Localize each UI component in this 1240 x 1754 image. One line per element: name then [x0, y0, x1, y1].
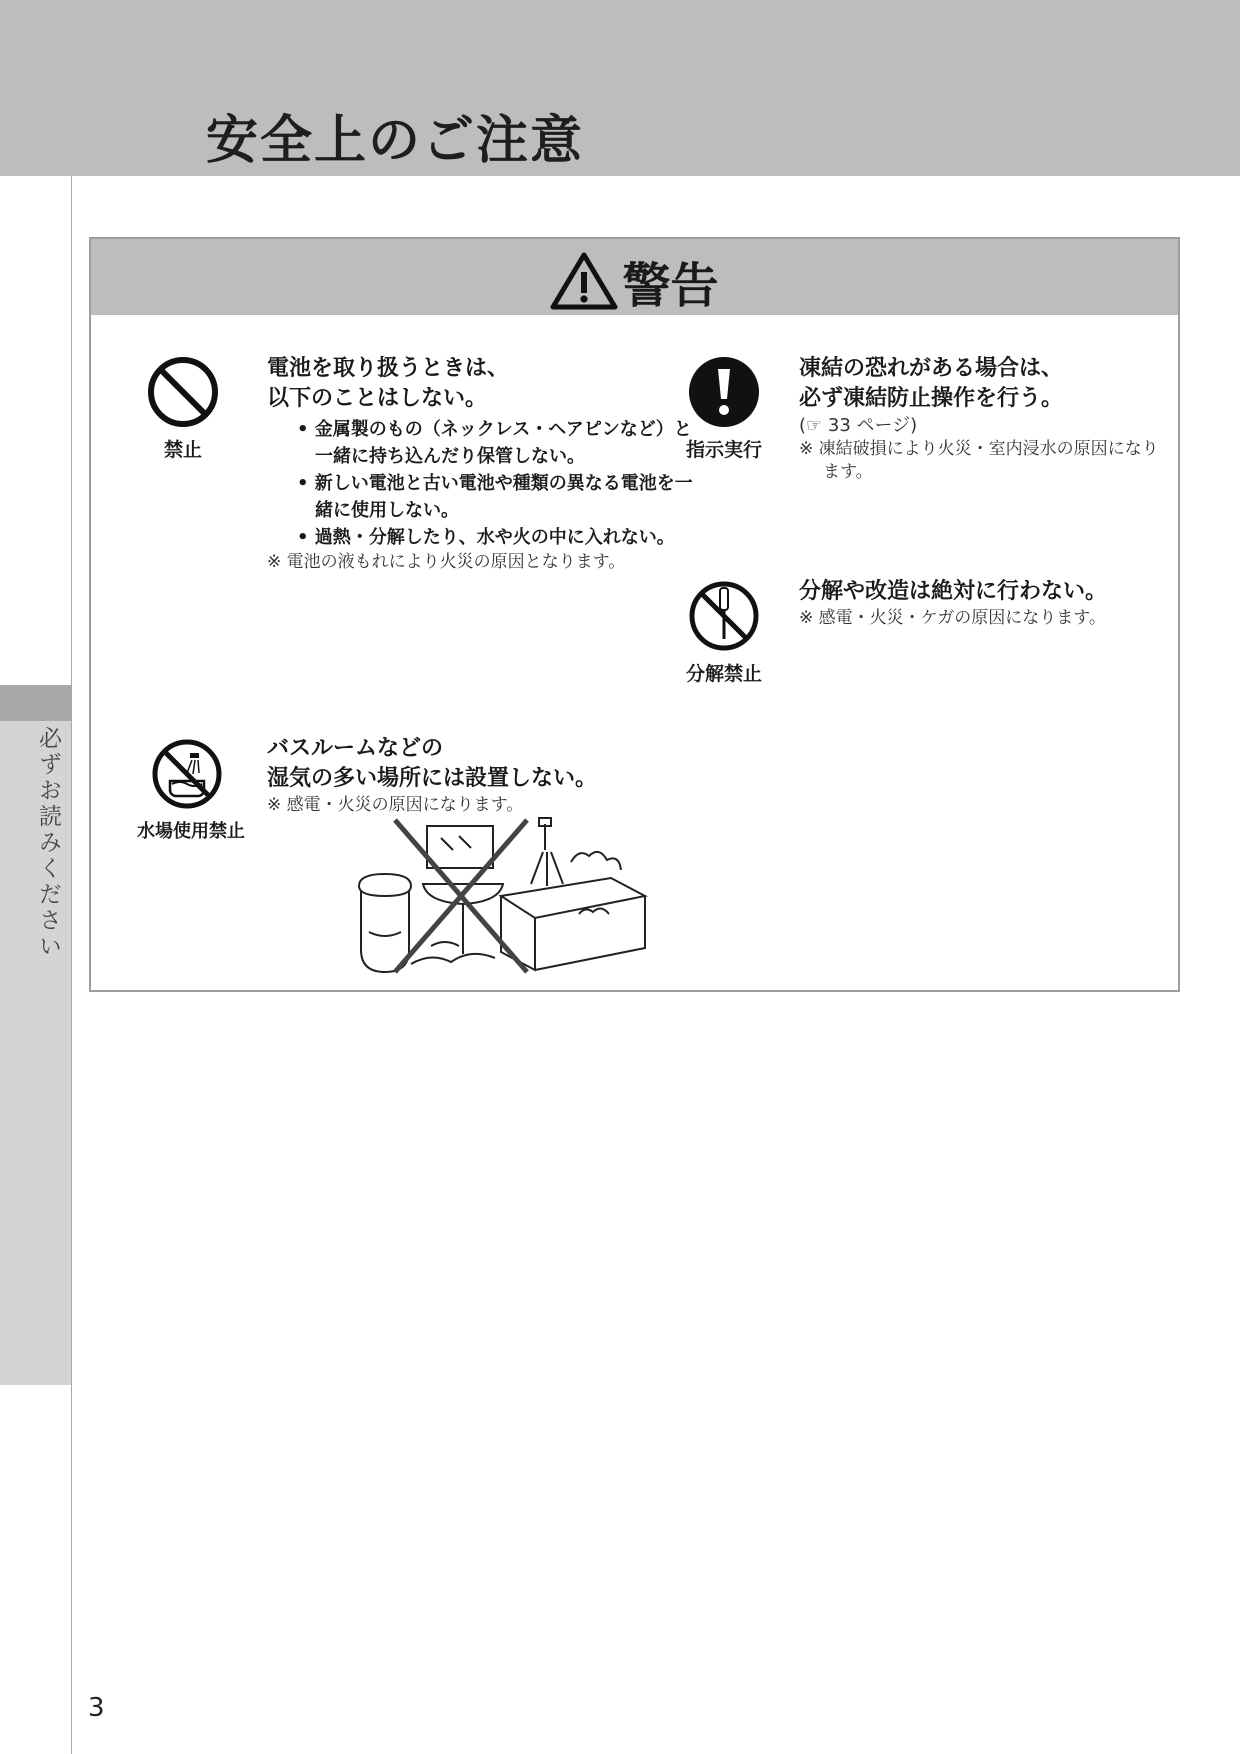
icon-caption: 水場使用禁止: [137, 821, 245, 842]
item-note: ※ 感電・火災・ケガの原因になります。: [799, 608, 1106, 628]
no-wet-location-icon-group: [137, 737, 245, 843]
side-rule: [71, 176, 72, 1754]
side-tab-marker: [0, 685, 71, 721]
no-wet-location-icon: [150, 737, 224, 811]
page-header: [0, 0, 1240, 176]
warning-header: [91, 239, 1178, 315]
prohibition-icon-group: [143, 355, 223, 462]
bullet-list: [297, 416, 707, 551]
page-title: 安全上のご注意: [206, 111, 585, 171]
warning-triangle-icon: [550, 252, 618, 310]
warning-item-freezing: [799, 354, 1169, 484]
icon-caption: 分解禁止: [685, 663, 762, 685]
icon-caption: 指示実行: [685, 439, 762, 461]
bathroom-illustration: [331, 814, 651, 974]
prohibition-icon: [146, 355, 220, 429]
warning-item-battery: [267, 354, 707, 574]
item-heading-line: 電池を取り扱うときは、: [267, 356, 510, 381]
item-note: ※ 凍結破損により火災・室内浸水の原因になります。: [799, 439, 1159, 482]
item-heading-line: 以下のことはしない。: [267, 386, 488, 411]
warning-box: [89, 237, 1180, 992]
mandatory-action-icon: [687, 355, 761, 429]
icon-caption: 禁止: [163, 439, 202, 461]
list-item: • 過熱・分解したり、水や火の中に入れない。: [297, 524, 707, 551]
warning-title: 警告: [622, 258, 719, 314]
page-number: 3: [88, 1693, 105, 1723]
item-heading-line: 凍結の恐れがある場合は、: [799, 356, 1064, 381]
item-note: ※ 電池の液もれにより火災の原因となります。: [267, 552, 626, 572]
list-item: • 新しい電池と古い電池や種類の異なる電池を一緒に使用しない。: [297, 470, 707, 524]
warning-item-disassembly: [799, 577, 1169, 630]
item-heading-line: 分解や改造は絶対に行わない。: [799, 579, 1108, 604]
side-tab-label: 必ずお読みください: [35, 726, 61, 960]
page-reference: (☞ 33 ページ): [799, 415, 918, 436]
item-note: ※ 感電・火災の原因になります。: [267, 795, 524, 815]
warning-item-wet-location: [267, 734, 707, 817]
mandatory-action-icon-group: [676, 355, 772, 462]
no-disassembly-icon-group: [676, 579, 772, 686]
item-heading-line: バスルームなどの: [267, 736, 444, 761]
item-heading-line: 必ず凍結防止操作を行う。: [799, 386, 1064, 411]
list-item: • 金属製のもの（ネックレス・ヘアピンなど）と一緒に持ち込んだり保管しない。: [297, 416, 707, 470]
no-disassembly-icon: [687, 579, 761, 653]
item-heading-line: 湿気の多い場所には設置しない。: [267, 766, 598, 791]
